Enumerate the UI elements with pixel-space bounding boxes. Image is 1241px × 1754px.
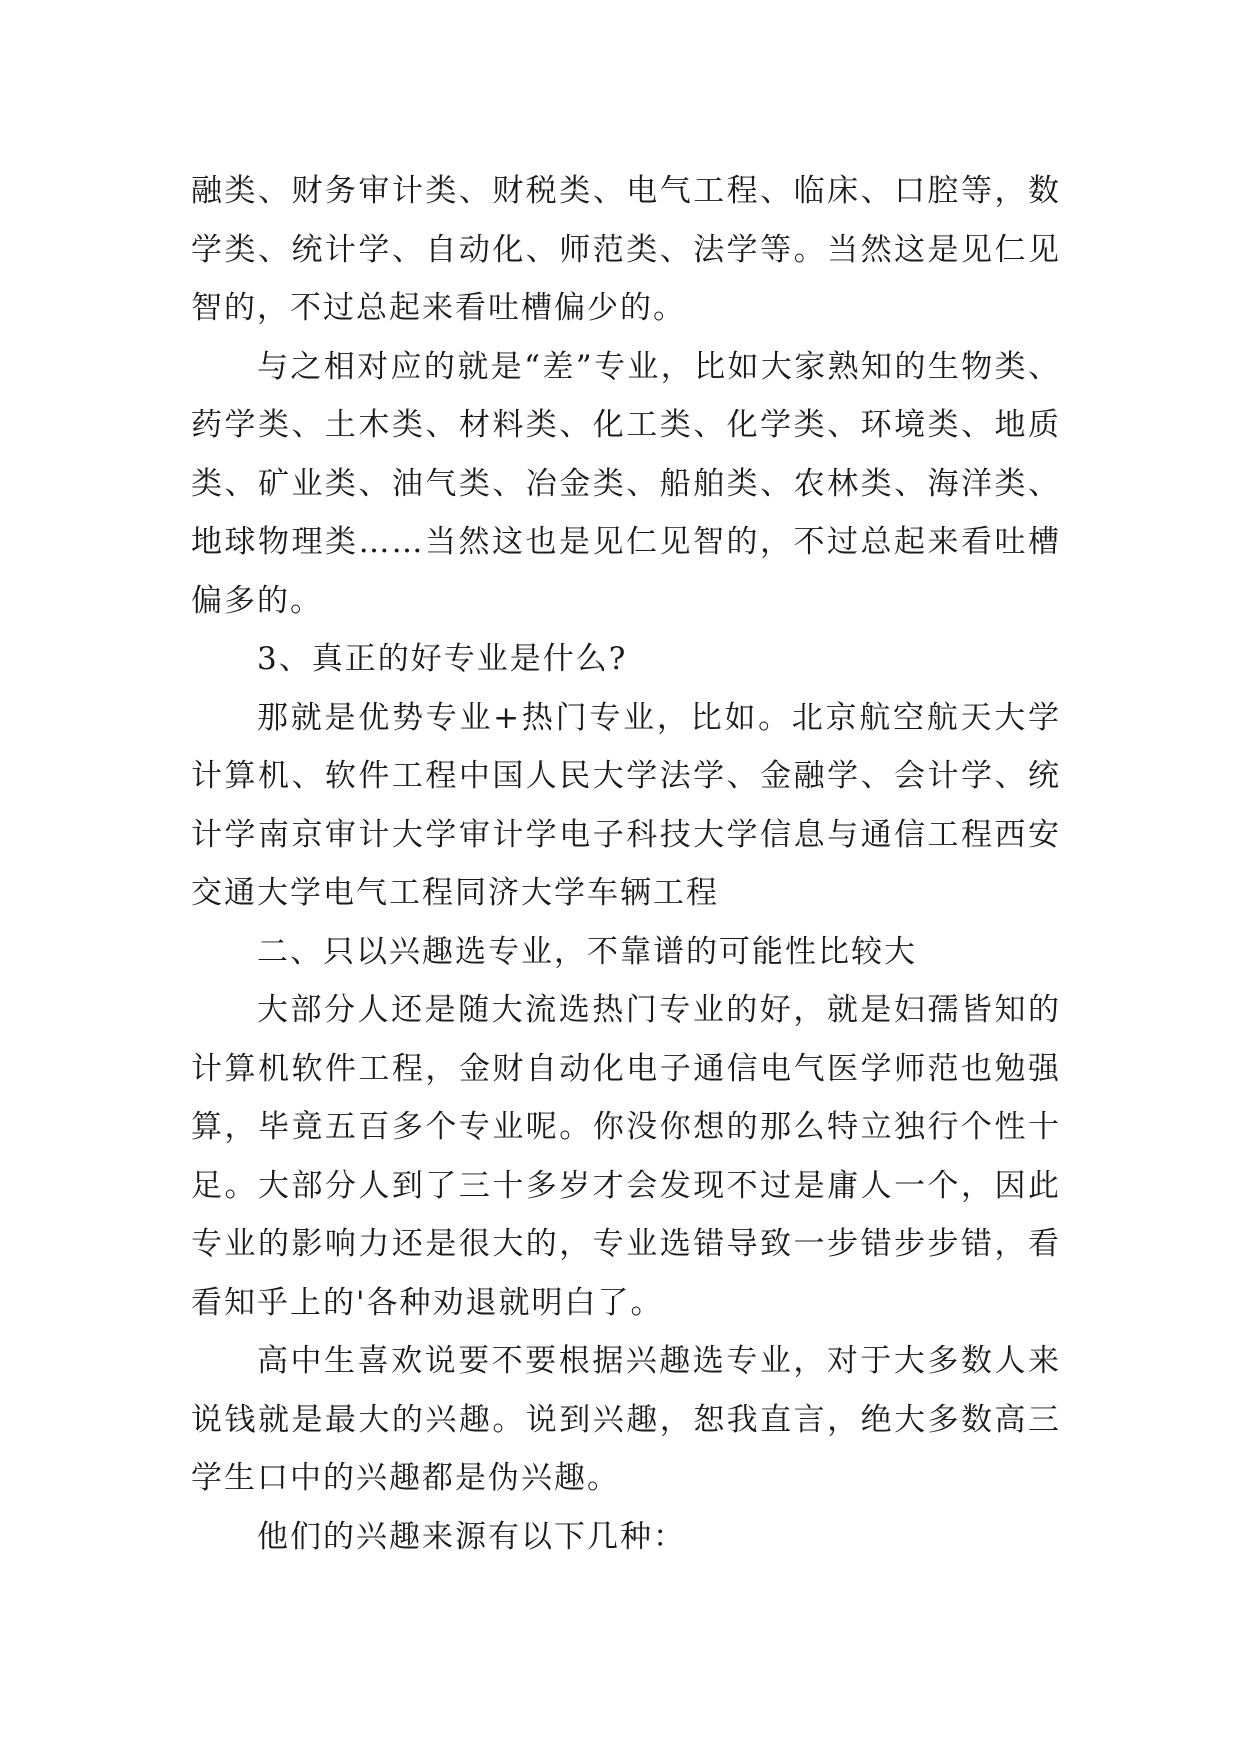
section-heading: 二、只以兴趣选专业，不靠谱的可能性比较大 — [257, 933, 917, 970]
paragraph: 大部分人还是随大流选热门专业的好，就是妇孺皆知的计算机软件工程，金财自动化电子通信电气医学师范也勉强算，毕竟五百多个专业呢。你没你想的那么特立独行个性十足。大部分人到了三十多岁才会发现不过是庸人一个，因此专业的影响力还是很大的，专业选错导致一步错步步错，看看知乎上的'各种劝退就明白了。 — [191, 992, 1061, 1321]
section-heading: 3、真正的好专业是什么? — [257, 641, 628, 677]
paragraph-continuation: 融类、财务审计类、财税类、电气工程、临床、口腔等，数学类、统计学、自动化、师范类、法学等。当然这是见仁见智的，不过总起来看吐槽偏少的。 — [191, 173, 1061, 326]
paragraph: 高中生喜欢说要不要根据兴趣选专业，对于大多数人来说钱就是最大的兴趣。说到兴趣，恕我直言，绝大多数高三学生口中的兴趣都是伪兴趣。 — [191, 1343, 1061, 1496]
paragraph: 那就是优势专业+热门专业，比如。北京航空航天大学计算机、软件工程中国人民大学法学、金融学、会计学、统计学南京审计大学审计学电子科技大学信息与通信工程西安交通大学电气工程同济大学车辆工程 — [191, 699, 1061, 911]
document-body — [191, 162, 1061, 1566]
paragraph: 与之相对应的就是“差”专业，比如大家熟知的生物类、药学类、土木类、材料类、化工类、化学类、环境类、地质类、矿业类、油气类、冶金类、船舶类、农林类、海洋类、地球物理类……当然这也是见仁见智的，不过总起来看吐槽偏多的。 — [191, 348, 1061, 619]
paragraph: 他们的兴趣来源有以下几种： — [257, 1518, 686, 1555]
